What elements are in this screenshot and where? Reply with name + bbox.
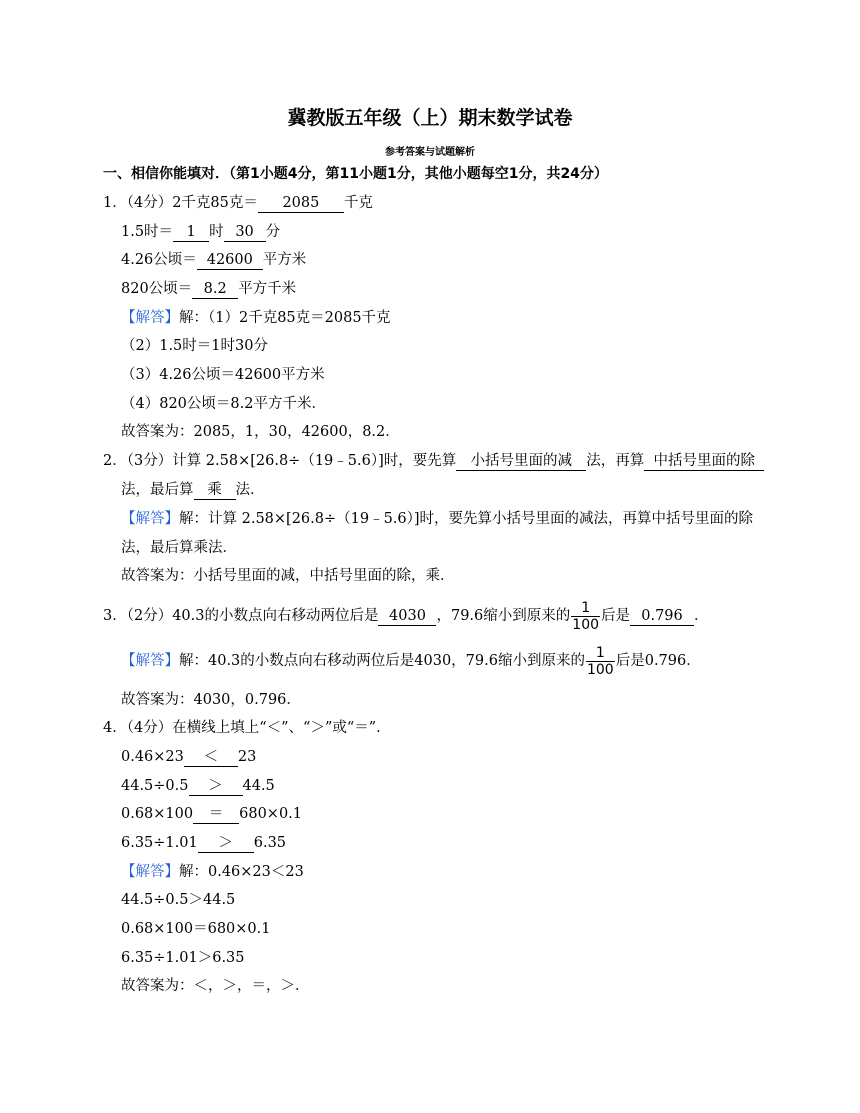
q4-blank1: ＜ bbox=[184, 749, 238, 767]
q2-line1 bbox=[103, 451, 764, 471]
q4-row2 bbox=[121, 776, 275, 796]
q4-solution3: 0.68×100＝680×0.1 bbox=[121, 921, 271, 937]
q3-mid2: 后是 bbox=[601, 608, 631, 624]
q2-line2 bbox=[121, 480, 265, 500]
q3-sol2: 后是0.796． bbox=[615, 653, 701, 669]
q1-l2m: 时 bbox=[209, 224, 224, 240]
q1-line2 bbox=[121, 222, 280, 242]
q4-solution4: 6.35÷1.01＞6.35 bbox=[121, 950, 245, 966]
q2-blank2: 中括号里面的除 bbox=[644, 453, 764, 471]
section-heading: 一、相信你能填对．（第1小题4分，第11小题1分，其他小题每空1分，共24分） bbox=[103, 166, 608, 182]
q4-blank4: ＞ bbox=[198, 835, 254, 853]
q1-line4 bbox=[121, 279, 296, 299]
q1-l4a: 820公顷＝ bbox=[121, 281, 193, 297]
page-subtitle: 参考答案与试题解析 bbox=[385, 147, 475, 158]
q2-final: 故答案为：小括号里面的减，中括号里面的除，乘． bbox=[121, 568, 455, 584]
q3-sol-fraction bbox=[586, 645, 615, 678]
q1-solution1 bbox=[121, 308, 391, 328]
q1-l2c: 分 bbox=[265, 224, 281, 240]
q1-blank5: 8.2 bbox=[192, 281, 238, 299]
q3-final: 故答案为：4030，0.796． bbox=[121, 692, 301, 708]
q3-head: 3．（2分）40.3的小数点向右移动两位后是 bbox=[103, 608, 379, 624]
q4-final: 故答案为：＜，＞，＝，＞． bbox=[121, 978, 310, 994]
q3-sol-frac-num: 1 bbox=[595, 644, 605, 661]
q4-sol1: 解：0.46×23＜23 bbox=[179, 864, 304, 880]
q1-solution4: （4）820公顷＝8.2平方千米． bbox=[121, 396, 326, 412]
q1-blank3: 30 bbox=[224, 224, 266, 242]
q1-l3c: 平方米 bbox=[262, 252, 307, 268]
q3-frac-num: 1 bbox=[581, 599, 591, 616]
q2-mid: 法，再算 bbox=[586, 453, 645, 469]
q3-line1 bbox=[103, 598, 709, 634]
q4-row4 bbox=[121, 833, 286, 853]
q3-sol1: 解：40.3的小数点向右移动两位后是4030，79.6缩小到原来的 bbox=[179, 653, 585, 669]
q4-r3a: 0.68×100 bbox=[121, 806, 194, 822]
q3-blank2: 0.796 bbox=[630, 608, 694, 626]
q2-sol1: 解：计算 2.58×[26.8÷（19﹣5.6）]时，要先算小括号里面的减法，再算中括号里面的除 bbox=[179, 511, 754, 527]
answer-tag: 【解答】 bbox=[121, 653, 179, 669]
q3-solution1 bbox=[121, 643, 701, 679]
answer-tag: 【解答】 bbox=[121, 511, 179, 527]
q3-end: ． bbox=[694, 608, 709, 624]
q3-fraction bbox=[571, 600, 600, 633]
q4-row3 bbox=[121, 804, 302, 824]
q1-blank1: 2085 bbox=[258, 195, 344, 213]
q2-solution1 bbox=[121, 509, 753, 529]
q4-solution1 bbox=[121, 862, 304, 882]
q4-solution2: 44.5÷0.5＞44.5 bbox=[121, 892, 236, 908]
q4-r2c: 44.5 bbox=[242, 778, 275, 794]
answer-tag: 【解答】 bbox=[121, 310, 179, 326]
q1-l2a: 1.5时＝ bbox=[121, 224, 174, 240]
q4-r2a: 44.5÷0.5 bbox=[121, 778, 189, 794]
q2-blank3: 乘 bbox=[194, 482, 236, 500]
q4-row1 bbox=[121, 747, 256, 767]
q1-sol1: 解：（1）2千克85克＝2085千克 bbox=[179, 310, 391, 326]
q4-blank2: ＞ bbox=[189, 778, 243, 796]
q1-head: 1．（4分）2千克85克＝ bbox=[103, 195, 258, 211]
q2-head: 2．（3分）计算 2.58×[26.8÷（19﹣5.6）]时，要先算 bbox=[103, 453, 457, 469]
q1-solution2: （2）1.5时＝1时30分 bbox=[121, 338, 268, 354]
q1-blank2: 1 bbox=[173, 224, 209, 242]
q2-solution2: 法，最后算乘法． bbox=[121, 540, 237, 556]
q3-frac-den: 100 bbox=[572, 616, 600, 633]
q4-r1c: 23 bbox=[237, 749, 257, 765]
q4-r1a: 0.46×23 bbox=[121, 749, 184, 765]
q3-blank1: 4030 bbox=[378, 608, 436, 626]
q1-solution3: （3）4.26公顷＝42600平方米 bbox=[121, 367, 325, 383]
q4-head: 4．（4分）在横线上填上“＜”、“＞”或“＝”． bbox=[103, 720, 391, 736]
q3-mid: ，79.6缩小到原来的 bbox=[436, 608, 571, 624]
page-title: 冀教版五年级（上）期末数学试卷 bbox=[287, 107, 573, 129]
answer-tag: 【解答】 bbox=[121, 864, 179, 880]
q1-l4c: 平方千米 bbox=[238, 281, 297, 297]
q2-l2a: 法，最后算 bbox=[121, 482, 194, 498]
q1-final: 故答案为：2085，1，30，42600，8.2． bbox=[121, 424, 400, 440]
q4-r4c: 6.35 bbox=[253, 835, 287, 851]
q2-l2b: 法． bbox=[235, 482, 265, 498]
q3-sol-frac-den: 100 bbox=[586, 661, 614, 678]
q1-tail: 千克 bbox=[343, 195, 373, 211]
q4-r3c: 680×0.1 bbox=[239, 806, 303, 822]
q1-l3a: 4.26公顷＝ bbox=[121, 252, 197, 268]
q1-line3 bbox=[121, 250, 306, 270]
q1-blank4: 42600 bbox=[197, 252, 263, 270]
q4-blank3: ＝ bbox=[193, 806, 239, 824]
q1-line1 bbox=[103, 193, 373, 213]
q2-blank1: 小括号里面的减 bbox=[456, 453, 586, 471]
q4-r4a: 6.35÷1.01 bbox=[121, 835, 198, 851]
